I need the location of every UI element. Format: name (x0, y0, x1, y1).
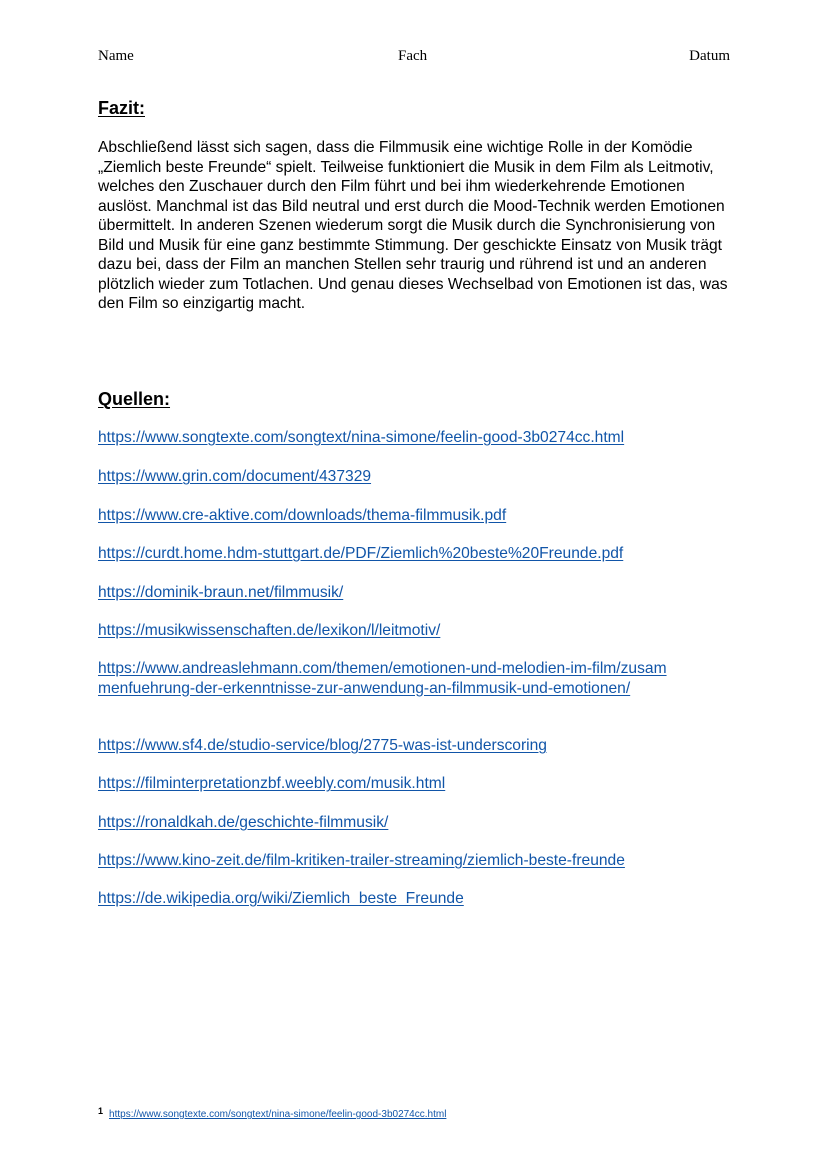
fazit-paragraph: Abschließend lässt sich sagen, dass die Filmmusik eine wichtige Rolle in der Komödie „Ziemlich beste Freunde“ spielt. Teilweise funktioniert die Musik in dem Film als Leitmotiv, welches den Zuschauer durch den Film führt und bei ihm wiederkehrende Emotionen auslöst. Manchmal ist das Bild neutral und erst durch die Mood-Technik werden Emotionen übermittelt. In anderen Szenen wiederum sorgt die Musik durch die Synchronisierung von Bild und Musik für eine ganz bestimmte Stimmung. Der geschickte Einsatz von Musik trägt dazu bei, dass der Film an manchen Stellen sehr traurig und rührend ist und an anderen plötzlich wieder zum Totlachen. Und genau dieses Wechselbad von Emotionen ist das, was den Film so einzigartig macht. (98, 139, 728, 312)
footnote (98, 1106, 446, 1120)
page-header (98, 48, 730, 70)
source-link-cre-aktive[interactable]: https://www.cre-aktive.com/downloads/thema-filmmusik.pdf (98, 507, 507, 524)
footnote-number: 1 (98, 1106, 104, 1116)
source-link-hdm-stuttgart[interactable]: https://curdt.home.hdm-stuttgart.de/PDF/Ziemlich%20beste%20Freunde.pdf (98, 545, 624, 562)
source-link-sf4[interactable]: https://www.sf4.de/studio-service/blog/2775-was-ist-underscoring (98, 737, 547, 754)
quellen-heading: Quellen: (98, 389, 171, 409)
source-link-wikipedia[interactable]: https://de.wikipedia.org/wiki/Ziemlich_beste_Freunde (98, 890, 464, 907)
source-link-songtexte[interactable]: https://www.songtexte.com/songtext/nina-simone/feelin-good-3b0274cc.html (98, 429, 625, 446)
source-link-dominik-braun[interactable]: https://dominik-braun.net/filmmusik/ (98, 584, 344, 601)
header-name: Name (98, 48, 134, 64)
header-subject: Fach (398, 48, 428, 64)
source-link-kino-zeit[interactable]: https://www.kino-zeit.de/film-kritiken-trailer-streaming/ziemlich-beste-freunde (98, 852, 625, 869)
source-link-ronaldkah[interactable]: https://ronaldkah.de/geschichte-filmmusik/ (98, 814, 389, 831)
source-link-andreaslehmann[interactable]: https://www.andreaslehmann.com/themen/emotionen-und-melodien-im-film/zusammenfuehrung-der-erkenntnisse-zur-anwendung-an-filmmusik-und-emotionen/ (98, 660, 667, 697)
fazit-heading: Fazit: (98, 98, 145, 118)
source-link-musikwissenschaften[interactable]: https://musikwissenschaften.de/lexikon/l/leitmotiv/ (98, 622, 441, 639)
source-link-filminterpretation[interactable]: https://filminterpretationzbf.weebly.com/musik.html (98, 775, 446, 792)
header-date: Datum (689, 48, 730, 64)
source-link-grin[interactable]: https://www.grin.com/document/437329 (98, 468, 372, 485)
footnote-link[interactable]: https://www.songtexte.com/songtext/nina-simone/feelin-good-3b0274cc.html (109, 1109, 447, 1120)
